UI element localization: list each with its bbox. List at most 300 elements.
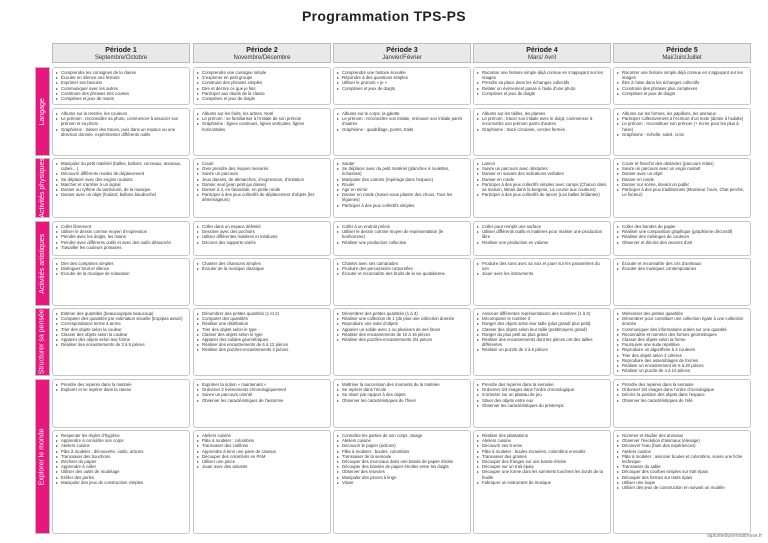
objective-item: ▸ Relater un évènement passé à l’aide d’une photo xyxy=(477,86,607,91)
objective-item: ▸ Ordonner 3/4 images dans l’ordre chronologique xyxy=(477,387,607,392)
objective-item: ▸ Apparier des objets selon leur forme xyxy=(56,337,186,342)
program-cell xyxy=(193,221,331,256)
objective-item: ▸ Utiliser des outils de modelage xyxy=(56,469,186,474)
objective-item: ▸ Communiquer des informations orales sur une quantité xyxy=(617,327,747,332)
objective-item: ▸ Transvaser de la semoule xyxy=(337,454,467,459)
objective-item: ▸ Danser en suivant des indications verbales xyxy=(477,171,607,176)
objective-item: ▸ Comptines et jeux de doigts xyxy=(617,91,747,96)
objective-item: ▸ Écouter de la musique de relaxation xyxy=(56,271,186,276)
objective-item: ▸ Participer à des jeux collectifs simples xyxy=(337,203,467,208)
objective-item: ▸ Over prendre des risques mesurés xyxy=(197,166,327,171)
objective-item: ▸ Construire des phrases très courtes xyxy=(56,91,186,96)
program-cell xyxy=(613,258,751,306)
objective-item: ▸ Danser en ronde xyxy=(617,177,747,182)
objective-item: ▸ Découper des formes sur traits épais xyxy=(617,475,747,480)
objective-item: ▸ Être à l’aise dans les échanges collectifs xyxy=(617,80,747,85)
objective-list xyxy=(197,111,327,132)
objective-item: ▸ Suivre un parcours xyxy=(197,171,327,176)
objective-item: ▸ Participer aux rituels de la classe xyxy=(197,91,327,96)
objective-item: ▸ Manipuler des pinces à linge xyxy=(337,475,467,480)
objective-item: ▸ Utiliser une loupe xyxy=(617,480,747,485)
objective-item: ▸ Comptines et jeux de doigts xyxy=(337,86,467,91)
objective-list xyxy=(337,70,467,91)
objective-item: ▸ Fabriquer un instrument de musique xyxy=(477,480,607,485)
objective-item: ▸ Graphisme : quadrillage, points, traits xyxy=(337,127,467,132)
objective-item: ▸ Trier des objets selon la couleur xyxy=(56,327,186,332)
objective-item: ▸ Manipuler des jeux de construction simples xyxy=(56,480,186,485)
objective-item: ▸ Se repérer dans l’école xyxy=(337,387,467,392)
objective-item: ▸ Réaliser une composition graphique (graphisme décoratif) xyxy=(617,229,747,234)
objective-item: ▸ Découper des morceaux dans une bande de papier étroite xyxy=(337,459,467,464)
program-cell xyxy=(52,221,190,256)
objective-item: ▸ Chanter avec ses camarades xyxy=(337,261,467,266)
objective-item: ▸ Estimer des quantités (beaucoup/pas beaucoup) xyxy=(56,311,186,316)
program-cell xyxy=(473,158,611,218)
objective-item: ▸ Danser en ronde (Savez-vous planter des choux, Tous les légumes) xyxy=(337,192,467,202)
objective-item: ▸ Le prénom : se familiariser à l’initiale de son prénom xyxy=(197,116,327,121)
domain-label: Langage xyxy=(38,97,46,126)
objective-item: ▸ Utiliser différentes matières et médiums xyxy=(197,234,327,239)
objective-list xyxy=(56,224,186,250)
objective-item: ▸ Répondre à des questions simples xyxy=(337,75,467,80)
objective-item: ▸ Albums sur la rentrée, les couleurs xyxy=(56,111,186,116)
objective-item: ▸ Réaliser un puzzle de 3 à 6 pièces xyxy=(477,347,607,352)
objective-item: ▸ Transvaser des bouchons xyxy=(56,454,186,459)
period-months: Novembre/Décembre xyxy=(233,55,291,61)
objective-item: ▸ Réaliser un puzzle de 4 à 10 pièces xyxy=(617,368,747,373)
objective-item: ▸ Coller pour remplir une surface xyxy=(477,224,607,229)
program-cell xyxy=(52,67,190,105)
objective-list xyxy=(617,311,747,373)
objective-item: ▸ Peindre avec différents outils et avec des outils détournés xyxy=(56,240,186,245)
period-months: Septembre/Octobre xyxy=(94,55,148,61)
objective-list xyxy=(477,111,607,132)
domain-label: Activités artistiques xyxy=(38,233,46,294)
objective-list xyxy=(56,433,186,485)
objective-item: ▸ Courir et franchir des obstacles (parcours relais) xyxy=(617,161,747,166)
objective-item: ▸ Danser avec un objet (foulard, ballons baudruche) xyxy=(56,192,186,197)
objective-item: ▸ Découper des bandes de papier étroites entre les doigts xyxy=(337,464,467,469)
program-cell xyxy=(613,158,751,218)
objective-item: ▸ Enfiler des perles xyxy=(56,475,186,480)
objective-item: ▸ Peindre avec les doigts, les mains xyxy=(56,234,186,239)
period-months: Mars/ Avril xyxy=(528,55,556,61)
period-name: Période 3 xyxy=(386,47,418,54)
objective-item: ▸ Manipuler des cartons (repérage dans l’espace) xyxy=(337,177,467,182)
program-cell xyxy=(613,221,751,256)
objective-item: ▸ Écouter de la musique classique xyxy=(197,266,327,271)
objective-item: ▸ Découvrir ses 5 sens xyxy=(477,443,607,448)
domain-band-4 xyxy=(35,308,50,376)
program-cell xyxy=(473,430,611,534)
program-cell xyxy=(473,379,611,428)
objective-item: ▸ Chanter des chansons simples xyxy=(197,261,327,266)
objective-item: ▸ Danser à 2, en farandole, en petite ronde xyxy=(197,187,327,192)
objective-item: ▸ Apprendre à connaître son corps xyxy=(56,438,186,443)
domain-band-1 xyxy=(35,67,50,156)
objective-item: ▸ Découper une forme dont les sommets touchent les bords de la feuille xyxy=(477,469,607,479)
objective-item: ▸ Ordonner 2 évènements chronologiquement xyxy=(197,387,327,392)
objective-item: ▸ Dénombrer des petites quantités (1 à 3) xyxy=(337,311,467,316)
objective-item: ▸ Découper des franges sur une bande étroite xyxy=(477,459,607,464)
objective-item: ▸ Pâte à modeler : associer boules et colombins, suivre une fiche technique xyxy=(617,454,747,464)
page-title: Programmation TPS-PS xyxy=(302,8,466,24)
objective-list xyxy=(56,311,186,347)
objective-list xyxy=(477,261,607,277)
objective-item: ▸ Observer et décrire des œuvres d’art xyxy=(617,240,747,245)
objective-item: ▸ Réaliser des encastrements de 3 à 6 pièces xyxy=(56,342,186,347)
objective-item: ▸ Classer des objets selon leur taille (petit/moyen/ grand) xyxy=(477,327,607,332)
period-name: Période 2 xyxy=(246,47,278,54)
objective-list xyxy=(56,70,186,101)
objective-item: ▸ Réaliser des encastrements dont les pièces ont des tailles différentes xyxy=(477,337,607,347)
objective-item: ▸ Comptines et jeux de mains xyxy=(56,96,186,101)
program-cell xyxy=(333,221,471,256)
objective-item: ▸ Produire des percussions corporelles xyxy=(337,266,467,271)
objective-item: ▸ Coller des bandes de papier xyxy=(617,224,747,229)
objective-item: ▸ Ateliers cuisine xyxy=(337,438,467,443)
period-months: Mai/Juin/Juillet xyxy=(662,55,702,61)
objective-item: ▸ Découvrir différents modes de déplacement xyxy=(56,171,186,176)
objective-item: ▸ Décorer des supports variés xyxy=(197,240,327,245)
program-cell xyxy=(52,258,190,306)
objective-item: ▸ Comparer des quantités xyxy=(197,316,327,321)
objective-item: ▸ Apparier des solides géométriques xyxy=(197,337,327,342)
objective-item: ▸ Se déplacer avec du petit matériel (planches à roulettes, échasses) xyxy=(337,166,467,176)
objective-item: ▸ Suivre un parcours orienté xyxy=(197,392,327,397)
objective-item: ▸ Manipuler du petit matériel (balles, ballons, cerceaux, anneaux, cubes…) xyxy=(56,161,186,171)
objective-item: ▸ Utiliser le dessin comme moyen de représentation (le bonhomme) xyxy=(337,229,467,239)
objective-item: ▸ Réaliser des puzzles-encastrements 3/4 pièces xyxy=(337,337,467,342)
program-cell xyxy=(473,67,611,105)
objective-list xyxy=(197,433,327,469)
objective-item: ▸ Réaliser un encastrement de 6 à 20 pièces xyxy=(617,363,747,368)
objective-item: ▸ Apprendre à coller xyxy=(56,464,186,469)
objective-list xyxy=(337,224,467,245)
objective-item: ▸ Transvaser du sable xyxy=(617,464,747,469)
domain-band-3 xyxy=(35,221,50,306)
objective-item: ▸ Décrire la position des objets dans l’espace xyxy=(617,392,747,397)
objective-item: ▸ Comptines et jeux de doigts xyxy=(197,96,327,101)
objective-item: ▸ Pâte à modeler : boules écrasées, colombins enroulés xyxy=(477,449,607,454)
objective-item: ▸ Danser au rythme du tambourin, de la musique xyxy=(56,187,186,192)
objective-item: ▸ Utiliser des jeux de construction en suivant un modèle xyxy=(617,485,747,490)
objective-item: ▸ Observer les caractéristiques de l’automne xyxy=(197,398,327,403)
program-cell xyxy=(333,430,471,534)
objective-item: ▸ Coller à un endroit précis xyxy=(337,224,467,229)
objective-item: ▸ Participer à des jeux collectifs de lancer (Les balles brûlantes) xyxy=(477,192,607,197)
program-cell xyxy=(52,308,190,376)
objective-item: ▸ Utiliser le dessin comme moyen d’expression xyxy=(56,229,186,234)
program-cell xyxy=(52,430,190,534)
program-cell xyxy=(473,258,611,306)
objective-item: ▸ Pâte à modeler : colombins xyxy=(197,438,327,443)
objective-item: ▸ S’exprimer en petit groupe xyxy=(197,75,327,80)
objective-item: ▸ Maîtriser la succession des moments de la matinée xyxy=(337,382,467,387)
objective-item: ▸ Écouter et reconnaître des cris d’animaux xyxy=(617,261,747,266)
objective-item: ▸ Dénombrer des petites quantités (1 et 2) xyxy=(197,311,327,316)
objective-list xyxy=(337,433,467,485)
objective-item: ▸ Danser sur scène, devant un public xyxy=(617,182,747,187)
program-cell xyxy=(613,430,751,534)
objective-item: ▸ Pâte à modeler : boules, colombins xyxy=(337,449,467,454)
objective-list xyxy=(197,161,327,203)
period-header-4 xyxy=(473,43,611,63)
period-name: Période 4 xyxy=(526,47,558,54)
objective-item: ▸ Prendre des repères dans la matinée xyxy=(56,382,186,387)
objective-item: ▸ Apprendre à tenir une paire de ciseaux xyxy=(197,449,327,454)
objective-item: ▸ Courir xyxy=(197,161,327,166)
objective-item: ▸ Travailler les couleurs primaires xyxy=(56,245,186,250)
objective-item: ▸ Reproduire un algorithme à 2 couleurs xyxy=(617,347,747,352)
objective-item: ▸ Visser xyxy=(337,480,467,485)
program-cell xyxy=(333,158,471,218)
objective-item: ▸ Dénombrer pour constituer une collection égale à une collection donnée xyxy=(617,316,747,326)
objective-item: ▸ Construire des phrases plus complexes xyxy=(617,86,747,91)
objective-item: ▸ Découper des colombins en PAM xyxy=(197,454,327,459)
domain-band-2 xyxy=(35,158,50,218)
objective-list xyxy=(477,433,607,485)
objective-item: ▸ Observer les caractéristiques de l’hiver xyxy=(337,398,467,403)
objective-item: ▸ Ateliers cuisine xyxy=(197,433,327,438)
period-name: Période 1 xyxy=(105,47,137,54)
objective-list xyxy=(617,382,747,403)
objective-item: ▸ Graphisme : lignes continues, lignes verticales, lignes horizontales xyxy=(197,121,327,131)
objective-item: ▸ Coller librement xyxy=(56,224,186,229)
objective-item: ▸ Observer les caractéristiques du printemps xyxy=(477,403,607,408)
objective-list xyxy=(617,224,747,245)
objective-item: ▸ Raconter une histoire simple déjà connue en s’appuyant sur les images xyxy=(617,70,747,80)
objective-item: ▸ Ateliers cuisine xyxy=(56,443,186,448)
objective-list xyxy=(197,311,327,353)
objective-item: ▸ Dire des comptines simples xyxy=(56,261,186,266)
objective-item: ▸ Situer des objets entre eux xyxy=(477,398,607,403)
objective-item: ▸ Comprendre une histoire écoutée xyxy=(337,70,467,75)
program-cell xyxy=(193,379,331,428)
objective-item: ▸ Se déplacer avec des engins roulants xyxy=(56,177,186,182)
objective-list xyxy=(56,111,186,137)
domain-band-5 xyxy=(35,379,50,534)
objective-item: ▸ Décomposer le nombre 3 xyxy=(477,316,607,321)
program-cell xyxy=(613,308,751,376)
objective-item: ▸ Classer des objets selon la couleur xyxy=(56,332,186,337)
objective-item: ▸ Suivre un parcours avec obstacles xyxy=(477,166,607,171)
objective-item: ▸ Suivre un parcours avec un engin roulant xyxy=(617,166,747,171)
objective-list xyxy=(617,70,747,96)
objective-list xyxy=(337,261,467,277)
objective-list xyxy=(617,433,747,490)
objective-item: ▸ Danser avec un objet xyxy=(617,171,747,176)
program-cell xyxy=(193,67,331,105)
objective-item: ▸ Le prénom : tracer son initiale avec le doigt, commencer à reconnaître son prénom parmi d’autres xyxy=(477,116,607,126)
objective-item: ▸ Apparier un solide avec 1 ou plusieurs de ses faces xyxy=(337,327,467,332)
program-cell xyxy=(52,108,190,156)
objective-list xyxy=(337,311,467,342)
objective-item: ▸ Albums sur les formes, les papillons, les animaux xyxy=(617,111,747,116)
period-header-2 xyxy=(193,43,331,63)
objective-item: ▸ Comprendre les consignes de la classe xyxy=(56,70,186,75)
objective-item: ▸ Ranger des objets selon leur taille (plus grand/ plus petit) xyxy=(477,321,607,326)
objective-list xyxy=(337,111,467,132)
objective-item: ▸ Communiquer avec les autres xyxy=(56,86,186,91)
program-cell xyxy=(333,108,471,156)
objective-list xyxy=(197,382,327,403)
program-cell xyxy=(193,108,331,156)
objective-item: ▸ Le prénom : reconnaître son initiale, retrouver son initiale parmi d’autres xyxy=(337,116,467,126)
program-cell xyxy=(473,221,611,256)
objective-item: ▸ Raconter une histoire simple déjà connue en s’appuyant sur les images xyxy=(477,70,607,80)
objective-item: ▸ Observer des insectes xyxy=(337,469,467,474)
objective-item: ▸ Transvaser des graines xyxy=(477,454,607,459)
objective-item: ▸ Prendre des repères dans la semaine xyxy=(477,382,607,387)
objective-item: ▸ Réaliser des puzzles-encastrements 2 pièces xyxy=(197,347,327,352)
objective-item: ▸ Comparer des quantités par estimation visuelle (trop/pas assez) xyxy=(56,316,186,321)
period-name: Période 5 xyxy=(666,47,698,54)
objective-item: ▸ Graphisme : échelle, soleil, croix xyxy=(617,132,747,137)
program-cell xyxy=(333,258,471,306)
footer-credit: laplumedunemaitresse.fr xyxy=(707,533,762,539)
objective-item: ▸ Pâte à modeler : découverte, outils, actions xyxy=(56,449,186,454)
objective-list xyxy=(477,224,607,245)
objective-item: ▸ Jeux dansés, de démarches, d’expression, d’imitation xyxy=(197,177,327,182)
objective-item: ▸ Mémoriser des petites quantités xyxy=(617,311,747,316)
objective-item: ▸ Associer différentes représentations des nombres (1 à 3) xyxy=(477,311,607,316)
objective-item: ▸ Découvrir l’eau (faire des expériences) xyxy=(617,443,747,448)
objective-item: ▸ Graphisme : tracé circulaire, cercles fermés xyxy=(477,127,607,132)
objective-item: ▸ Correspondance terme à terme xyxy=(56,321,186,326)
objective-item: ▸ Marcher et s’arrêter à un signal xyxy=(56,182,186,187)
objective-item: ▸ Utiliser différents outils et matières pour réaliser une production libre xyxy=(477,229,607,239)
period-header-1 xyxy=(52,43,190,63)
objective-item: ▸ Réaliser une production collective xyxy=(337,240,467,245)
objective-list xyxy=(197,70,327,101)
objective-item: ▸ Déchirer du papier xyxy=(56,459,186,464)
objective-list xyxy=(617,261,747,271)
objective-item: ▸ Comptines et jeux de doigts xyxy=(477,91,607,96)
objective-item: ▸ Respecter les règles d’hygiène xyxy=(56,433,186,438)
objective-item: ▸ Découper des courbes simples sur trait épais xyxy=(617,469,747,474)
program-cell xyxy=(193,430,331,534)
objective-item: ▸ Écouter des musiques contemporaines xyxy=(617,266,747,271)
objective-item: ▸ Observer les caractéristiques de l’été xyxy=(617,398,747,403)
period-months: Janvier/Février xyxy=(382,55,422,61)
objective-item: ▸ Danser seul (jean petit qui danse) xyxy=(197,182,327,187)
objective-item: ▸ Rouler xyxy=(337,182,467,187)
domain-label: Explorer le monde xyxy=(38,428,46,485)
objective-item: ▸ Distinguer bruit et silence xyxy=(56,266,186,271)
program-cell xyxy=(193,308,331,376)
objective-item: ▸ Utiliser le pronom « je » xyxy=(337,80,467,85)
objective-list xyxy=(56,261,186,277)
objective-item: ▸ Écouter et reconnaître des bruits de la vie quotidienne xyxy=(337,271,467,276)
program-cell xyxy=(333,308,471,376)
objective-item: ▸ Trier des objets selon le type xyxy=(197,327,327,332)
objective-item: ▸ Albums sur les tailles, les plantes xyxy=(477,111,607,116)
domain-label: Structurer sa pensée xyxy=(38,309,46,375)
objective-item: ▸ Réaliser des plantations xyxy=(477,433,607,438)
objective-item: ▸ Explorer et se repérer dans la classe xyxy=(56,387,186,392)
objective-item: ▸ Dire et décrire ce que je fais xyxy=(197,86,327,91)
objective-list xyxy=(477,311,607,353)
program-cell xyxy=(613,67,751,105)
objective-item: ▸ Réaliser des encastrements de 6 à 12 pièces xyxy=(197,342,327,347)
program-cell xyxy=(193,258,331,306)
objective-item: ▸ Graphisme : laisser des traces, puis dans un espace ou une direction donnée, expérimenter différents outils xyxy=(56,127,186,137)
program-cell xyxy=(473,108,611,156)
objective-list xyxy=(477,70,607,96)
objective-item: ▸ Se situer par rapport à des objets xyxy=(337,392,467,397)
objective-item: ▸ Réaliser une distribution xyxy=(197,321,327,326)
objective-list xyxy=(477,382,607,408)
objective-item: ▸ Comprendre une consigne simple xyxy=(197,70,327,75)
program-cell xyxy=(52,379,190,428)
objective-item: ▸ Le prénom : reconnaître sa photo, commencer à associer son prénom et sa photo xyxy=(56,116,186,126)
objective-item: ▸ Exprimer ses besoins xyxy=(56,80,186,85)
objective-list xyxy=(337,161,467,208)
objective-item: ▸ Classer des objets selon le type xyxy=(197,332,327,337)
objective-list xyxy=(56,161,186,197)
objective-item: ▸ Prendre sa place dans les échanges collectifs xyxy=(477,80,607,85)
objective-item: ▸ Prendre des repères dans la semaine xyxy=(617,382,747,387)
objective-item: ▸ Lancer xyxy=(477,161,607,166)
program-cell xyxy=(613,108,751,156)
objective-item: ▸ S’orienter sur un plateau de jeu xyxy=(477,392,607,397)
objective-item: ▸ Albums sur les fruits, les arbres, Noël xyxy=(197,111,327,116)
objective-item: ▸ Classer des objets selon la forme xyxy=(617,337,747,342)
objective-item: ▸ Jouer avec les instruments xyxy=(477,271,607,276)
objective-item: ▸ Produire des sons avec sa voix et jouer sur les paramètres du son xyxy=(477,261,607,271)
program-cell xyxy=(333,379,471,428)
objective-item: ▸ Transvaser des cotillons xyxy=(197,443,327,448)
objective-list xyxy=(56,382,186,392)
objective-item: ▸ Poursuivre une suite répétitive xyxy=(617,342,747,347)
objective-item: ▸ Ateliers cuisine xyxy=(477,438,607,443)
objective-item: ▸ Trier des objets selon 2 critères xyxy=(617,353,747,358)
objective-item: ▸ Ordonner 3/4 images dans l’ordre chronologique xyxy=(617,387,747,392)
objective-item: ▸ Reproduire une suite d’objets xyxy=(337,321,467,326)
objective-item: ▸ Découvrir le papier (actions) xyxy=(337,443,467,448)
objective-list xyxy=(617,111,747,137)
objective-item: ▸ Coller dans un espace délimité xyxy=(197,224,327,229)
objective-item: ▸ Réaliser une collection de 1 (de plus une collection donnée xyxy=(337,316,467,321)
period-header-3 xyxy=(333,43,471,63)
program-cell xyxy=(613,379,751,428)
objective-item: ▸ Écouter en silence une histoire xyxy=(56,75,186,80)
objective-item: ▸ Ateliers cuisine xyxy=(617,449,747,454)
objective-item: ▸ Participer à des jeux collectifs de déplacement d’objets (les déménageurs) xyxy=(197,192,327,202)
objective-list xyxy=(477,161,607,197)
objective-item: ▸ Jouer avec des aimants xyxy=(197,464,327,469)
objective-item: ▸ Utiliser une pince xyxy=(197,459,327,464)
objective-item: ▸ Connaître les parties de son corps, visage xyxy=(337,433,467,438)
objective-item: ▸ Nommer et étudier des animaux xyxy=(617,433,747,438)
objective-item: ▸ Exprimer la notion « maintenant » xyxy=(197,382,327,387)
objective-item: ▸ Reproduire des assemblages de formes xyxy=(617,358,747,363)
objective-item: ▸ Réaliser des encastrements de 10 à 16 pièces xyxy=(337,332,467,337)
objective-item: ▸ Reconnaître et nommer des formes géométriques xyxy=(617,332,747,337)
objective-item: ▸ Ranger du plus petit au plus grand xyxy=(477,332,607,337)
objective-item: ▸ Agir en miroir xyxy=(337,187,467,192)
program-cell xyxy=(193,158,331,218)
objective-item: ▸ Le prénom : reconstituer son prénom (+ écrire pour les plus à l’aise) xyxy=(617,121,747,131)
objective-list xyxy=(337,382,467,403)
objective-item: ▸ Participer collectivement à l’écriture d’un texte (dictée à l’adulte) xyxy=(617,116,747,121)
objective-item: ▸ Observer l’évolution d’animaux (élevage) xyxy=(617,438,747,443)
objective-list xyxy=(197,261,327,271)
objective-item: ▸ Albums sur le corps, la galette xyxy=(337,111,467,116)
program-cell xyxy=(52,158,190,218)
period-header-5 xyxy=(613,43,751,63)
